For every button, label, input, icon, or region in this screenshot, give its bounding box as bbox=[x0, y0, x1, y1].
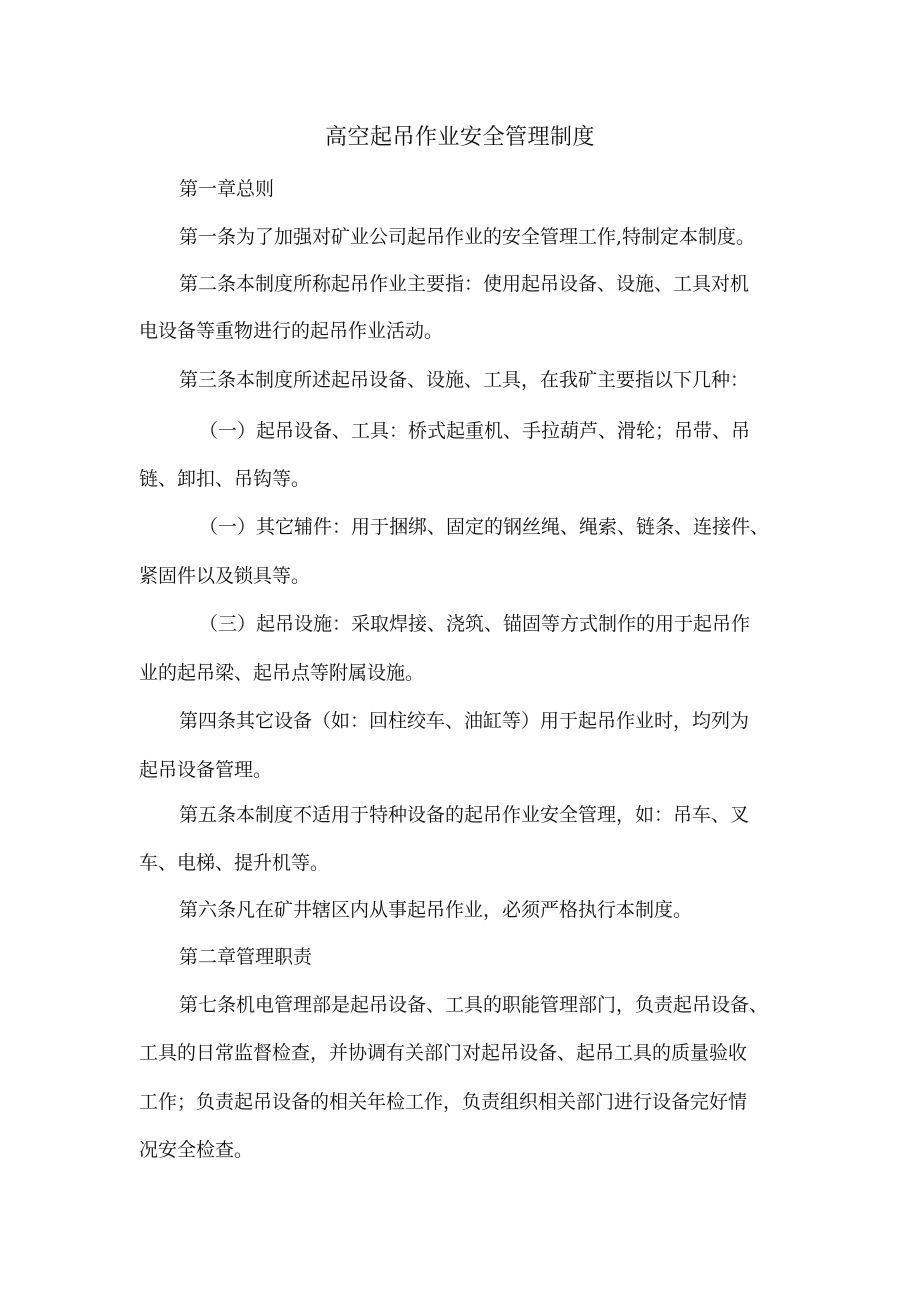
article-line: （三）起吊设施：采取焊接、浇筑、锚固等方式制作的用于起吊作 bbox=[199, 613, 751, 635]
document-title: 高空起吊作业安全管理制度 bbox=[324, 125, 595, 150]
article-line: 紧固件以及锁具等。 bbox=[139, 565, 311, 587]
article-line: 起吊设备管理。 bbox=[139, 759, 273, 781]
article-line: 第七条机电管理部是起吊设备、工具的职能管理部门，负责起吊设备、 bbox=[179, 994, 769, 1016]
article-line: 况安全检查。 bbox=[139, 1139, 254, 1161]
article-line: 第二条本制度所称起吊作业主要指：使用起吊设备、设施、工具对机 bbox=[179, 273, 750, 295]
article-line: （一）其它辅件：用于捆绑、固定的钢丝绳、绳索、链条、连接件、 bbox=[199, 516, 770, 538]
article-line: 第五条本制度不适用于特种设备的起吊作业安全管理，如：吊车、叉 bbox=[179, 804, 750, 826]
article-line: 第三条本制度所述起吊设备、设施、工具，在我矿主要指以下几种： bbox=[179, 369, 750, 391]
chapter-heading: 第一章总则 bbox=[179, 178, 275, 200]
article-line: 电设备等重物进行的起吊作业活动。 bbox=[139, 320, 444, 342]
article-line: 业的起吊梁、起吊点等附属设施。 bbox=[139, 662, 425, 684]
article-line: 第六条凡在矿井辖区内从事起吊作业，必须严格执行本制度。 bbox=[179, 899, 693, 921]
article-line: 第四条其它设备（如：回柱绞车、油缸等）用于起吊作业时，均列为 bbox=[179, 710, 750, 732]
article-line: （一）起吊设备、工具：桥式起重机、手拉葫芦、滑轮；吊带、吊 bbox=[199, 420, 751, 442]
article-line: 工作；负责起吊设备的相关年检工作，负责组织相关部门进行设备完好情 bbox=[139, 1091, 748, 1113]
article-line: 链、卸扣、吊钩等。 bbox=[139, 468, 311, 490]
article-line: 工具的日常监督检查，并协调有关部门对起吊设备、起吊工具的质量验收 bbox=[139, 1042, 748, 1064]
article-line: 第一条为了加强对矿业公司起吊作业的安全管理工作,特制定本制度。 bbox=[179, 226, 756, 248]
chapter-heading: 第二章管理职责 bbox=[179, 946, 313, 968]
article-line: 车、电梯、提升机等。 bbox=[139, 852, 330, 874]
